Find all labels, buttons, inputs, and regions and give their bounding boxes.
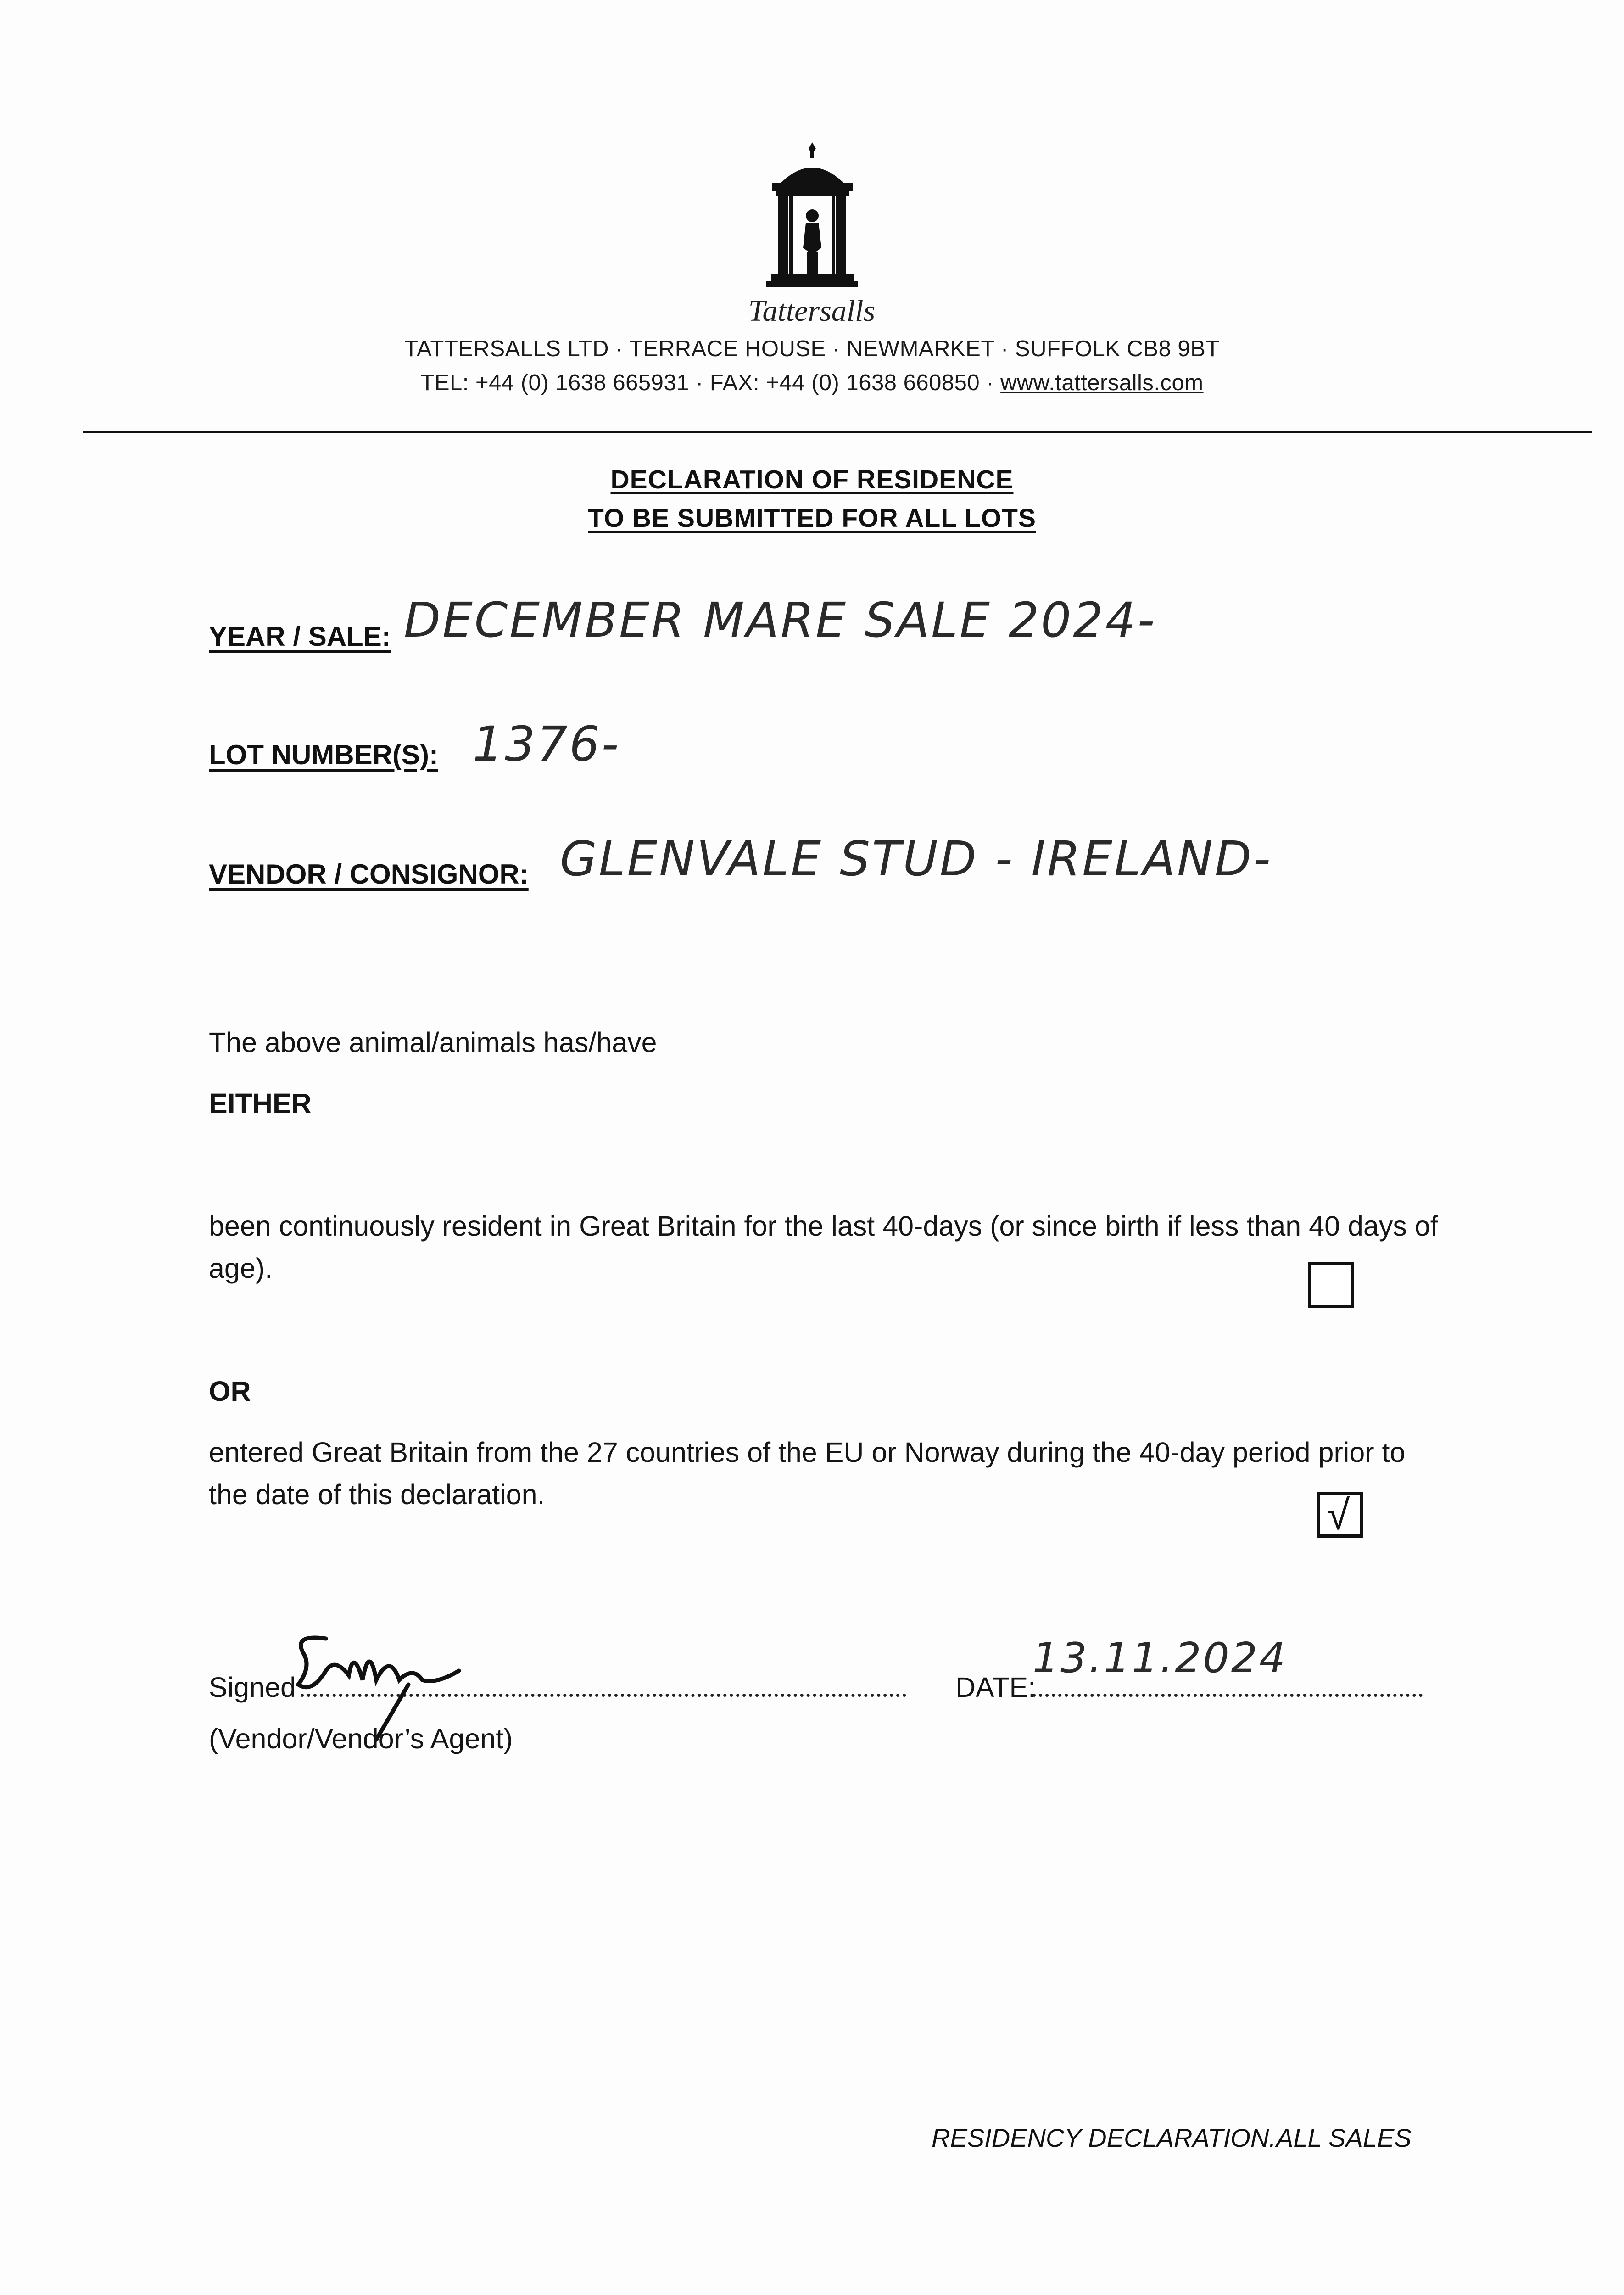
either-heading: EITHER <box>209 1088 312 1119</box>
year-sale-value[interactable]: DECEMBER MARE SALE 2024- <box>404 592 1157 648</box>
website-link[interactable]: www.tattersalls.com <box>1000 370 1204 395</box>
brand-name: Tattersalls <box>748 294 876 328</box>
lot-number-label: LOT NUMBER(S): <box>209 739 438 770</box>
tattersalls-logo <box>762 142 863 298</box>
option-resident-text: been continuously resident in Great Britain for the last 40-days (or since birth if less than 40 days of age). <box>209 1210 1438 1284</box>
option-entered-text: entered Great Britain from the 27 countries of the EU or Norway during the 40-day period prior to the date of this declaration. <box>209 1437 1406 1510</box>
contact-numbers: TEL: +44 (0) 1638 665931 · FAX: +44 (0) 1638 660850 · <box>420 370 1001 395</box>
checkmark-icon: √ <box>1327 1492 1350 1539</box>
document-footer: RESIDENCY DECLARATION.ALL SALES <box>932 2123 1412 2152</box>
date-value[interactable]: 13.11.2024 <box>1032 1634 1288 1682</box>
signer-role: (Vendor/Vendor’s Agent) <box>209 1723 513 1754</box>
date-label: DATE: <box>955 1672 1036 1703</box>
company-address: TATTERSALLS LTD · TERRACE HOUSE · NEWMARKET · SUFFOLK CB8 9BT <box>404 336 1220 361</box>
year-sale-label: YEAR / SALE: <box>209 621 391 652</box>
vendor-value[interactable]: GLENVALE STUD - IRELAND- <box>560 831 1272 887</box>
or-heading: OR <box>209 1376 251 1407</box>
option-entered-checkbox[interactable] <box>1317 1492 1363 1538</box>
company-contact <box>0 370 1624 396</box>
document-title: DECLARATION OF RESIDENCE <box>610 465 1014 494</box>
date-line <box>1032 1694 1423 1697</box>
statement-intro: The above animal/animals has/have <box>209 1027 657 1058</box>
signed-label: Signed <box>209 1672 296 1703</box>
document-subtitle: TO BE SUBMITTED FOR ALL LOTS <box>588 504 1036 533</box>
header-divider <box>83 431 1592 433</box>
vendor-label: VENDOR / CONSIGNOR: <box>209 859 529 890</box>
lot-number-value[interactable]: 1376- <box>473 716 621 772</box>
option-resident-checkbox[interactable] <box>1308 1262 1354 1308</box>
